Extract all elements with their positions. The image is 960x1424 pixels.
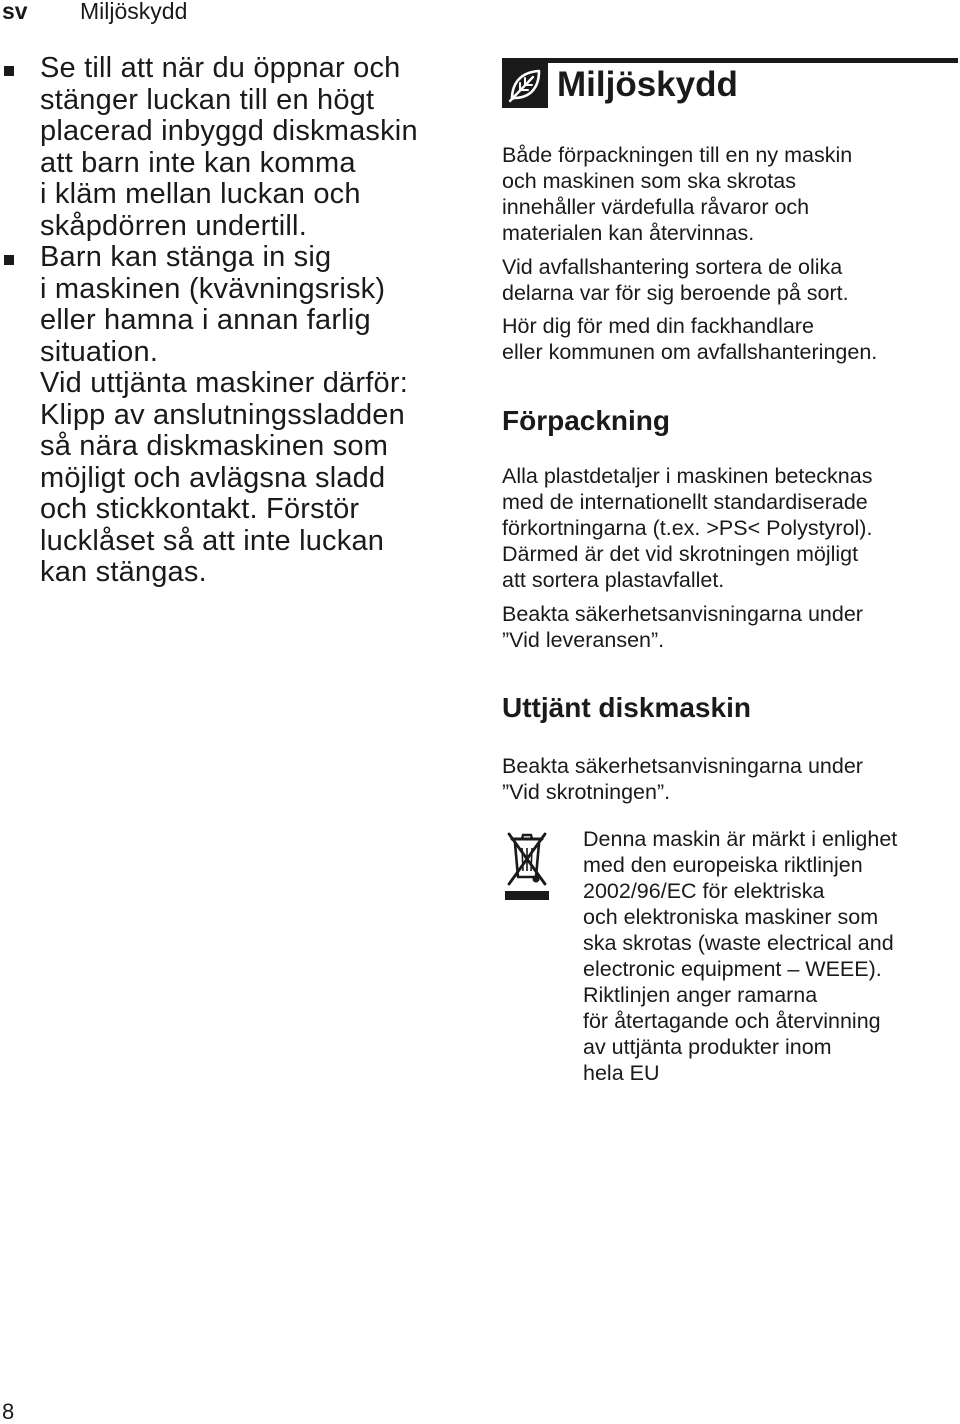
bullet-item [0, 242, 470, 589]
text-line: Riktlinjen anger ramarna [583, 983, 818, 1007]
text-line: delarna var för sig beroende på sort. [502, 281, 849, 305]
packaging-heading: Förpackning [502, 405, 671, 436]
text-line: eller kommunen om avfallshanteringen. [502, 340, 878, 364]
text-line: och stickkontakt. Förstör [40, 493, 360, 525]
text-line: lucklåset så att inte luckan [40, 524, 385, 557]
text-line: 2002/96/EC för elektriska [583, 879, 825, 903]
leaf-icon [502, 62, 548, 108]
packaging-paragraph [502, 601, 958, 653]
text-line: att sortera plastavfallet. [502, 568, 725, 592]
text-line: Hör dig för med din fackhandlare [502, 314, 814, 338]
text-line: Se till att när du öppnar och [40, 52, 401, 84]
text-line: innehåller värdefulla råvaror och [502, 195, 810, 219]
text-line: Beakta säkerhetsanvisningarna under [502, 754, 863, 778]
text-line: ska skrotas (waste electrical and [583, 931, 894, 955]
text-line: electronic equipment – WEEE). [583, 957, 882, 981]
text-line: skåpdörren undertill. [40, 209, 307, 242]
text-line: att barn inte kan komma [40, 146, 356, 179]
text-line: möjligt och avlägsna sladd [40, 461, 386, 494]
intro-paragraph [502, 142, 958, 246]
safety-bullet-list [0, 53, 470, 589]
intro-paragraph [502, 313, 958, 365]
section-heading [502, 62, 738, 108]
text-line: med de internationellt standardiserade [502, 490, 868, 514]
text-line: och elektroniska maskiner som [583, 905, 879, 929]
text-line: i kläm mellan luckan och [40, 178, 361, 210]
text-line: Denna maskin är märkt i enlighet [583, 827, 898, 851]
text-line: Vid avfallshantering sortera de olika [502, 255, 843, 279]
intro-paragraph [502, 254, 958, 306]
text-line: Både förpackningen till en ny maskin [502, 143, 853, 167]
crossed-out-wheelie-bin-icon [504, 830, 550, 902]
text-line: eller hamna i annan farlig [40, 304, 371, 336]
text-line: placerad inbyggd diskmaskin [40, 115, 418, 147]
text-line: Beakta säkerhetsanvisningarna under [502, 602, 863, 626]
section-title: Miljöskydd [557, 65, 738, 104]
running-header-section: Miljöskydd [80, 0, 188, 24]
text-line: Barn kan stänga in sig [40, 241, 332, 273]
bullet-text [40, 53, 470, 242]
weee-paragraph [583, 826, 958, 1086]
text-line: och maskinen som ska skrotas [502, 169, 796, 193]
text-line: materialen kan återvinnas. [502, 221, 755, 245]
text-line: för återtagande och återvinning [583, 1009, 881, 1033]
bullet-text [40, 242, 470, 589]
text-line: Därmed är det vid skrotningen möjligt [502, 542, 859, 566]
text-line: Alla plastdetaljer i maskinen betecknas [502, 464, 873, 488]
text-line: ”Vid skrotningen”. [502, 780, 671, 804]
text-line: situation. [40, 335, 159, 368]
text-line: hela EU [583, 1061, 660, 1085]
text-line: med den europeiska riktlinjen [583, 853, 863, 877]
text-line: förkortningarna (t.ex. >PS< Polystyrol). [502, 516, 873, 540]
square-bullet-icon [4, 255, 14, 265]
text-line: i maskinen (kvävningsrisk) [40, 272, 386, 305]
disposal-heading: Uttjänt diskmaskin [502, 692, 751, 723]
disposal-paragraph [502, 753, 958, 805]
text-line: Klipp av anslutningssladden [40, 398, 405, 431]
text-line: av uttjänta produkter inom [583, 1035, 832, 1059]
text-line: ”Vid leveransen”. [502, 628, 665, 652]
bullet-item [0, 53, 470, 242]
packaging-paragraph [502, 463, 958, 593]
text-line: så nära diskmaskinen som [40, 430, 389, 462]
language-code: sv [2, 0, 28, 24]
text-line: Vid uttjänta maskiner därför: [40, 367, 408, 399]
square-bullet-icon [4, 66, 14, 76]
text-line: kan stängas. [40, 556, 207, 588]
page-number: 8 [2, 1399, 15, 1424]
text-line: stänger luckan till en högt [40, 83, 375, 116]
